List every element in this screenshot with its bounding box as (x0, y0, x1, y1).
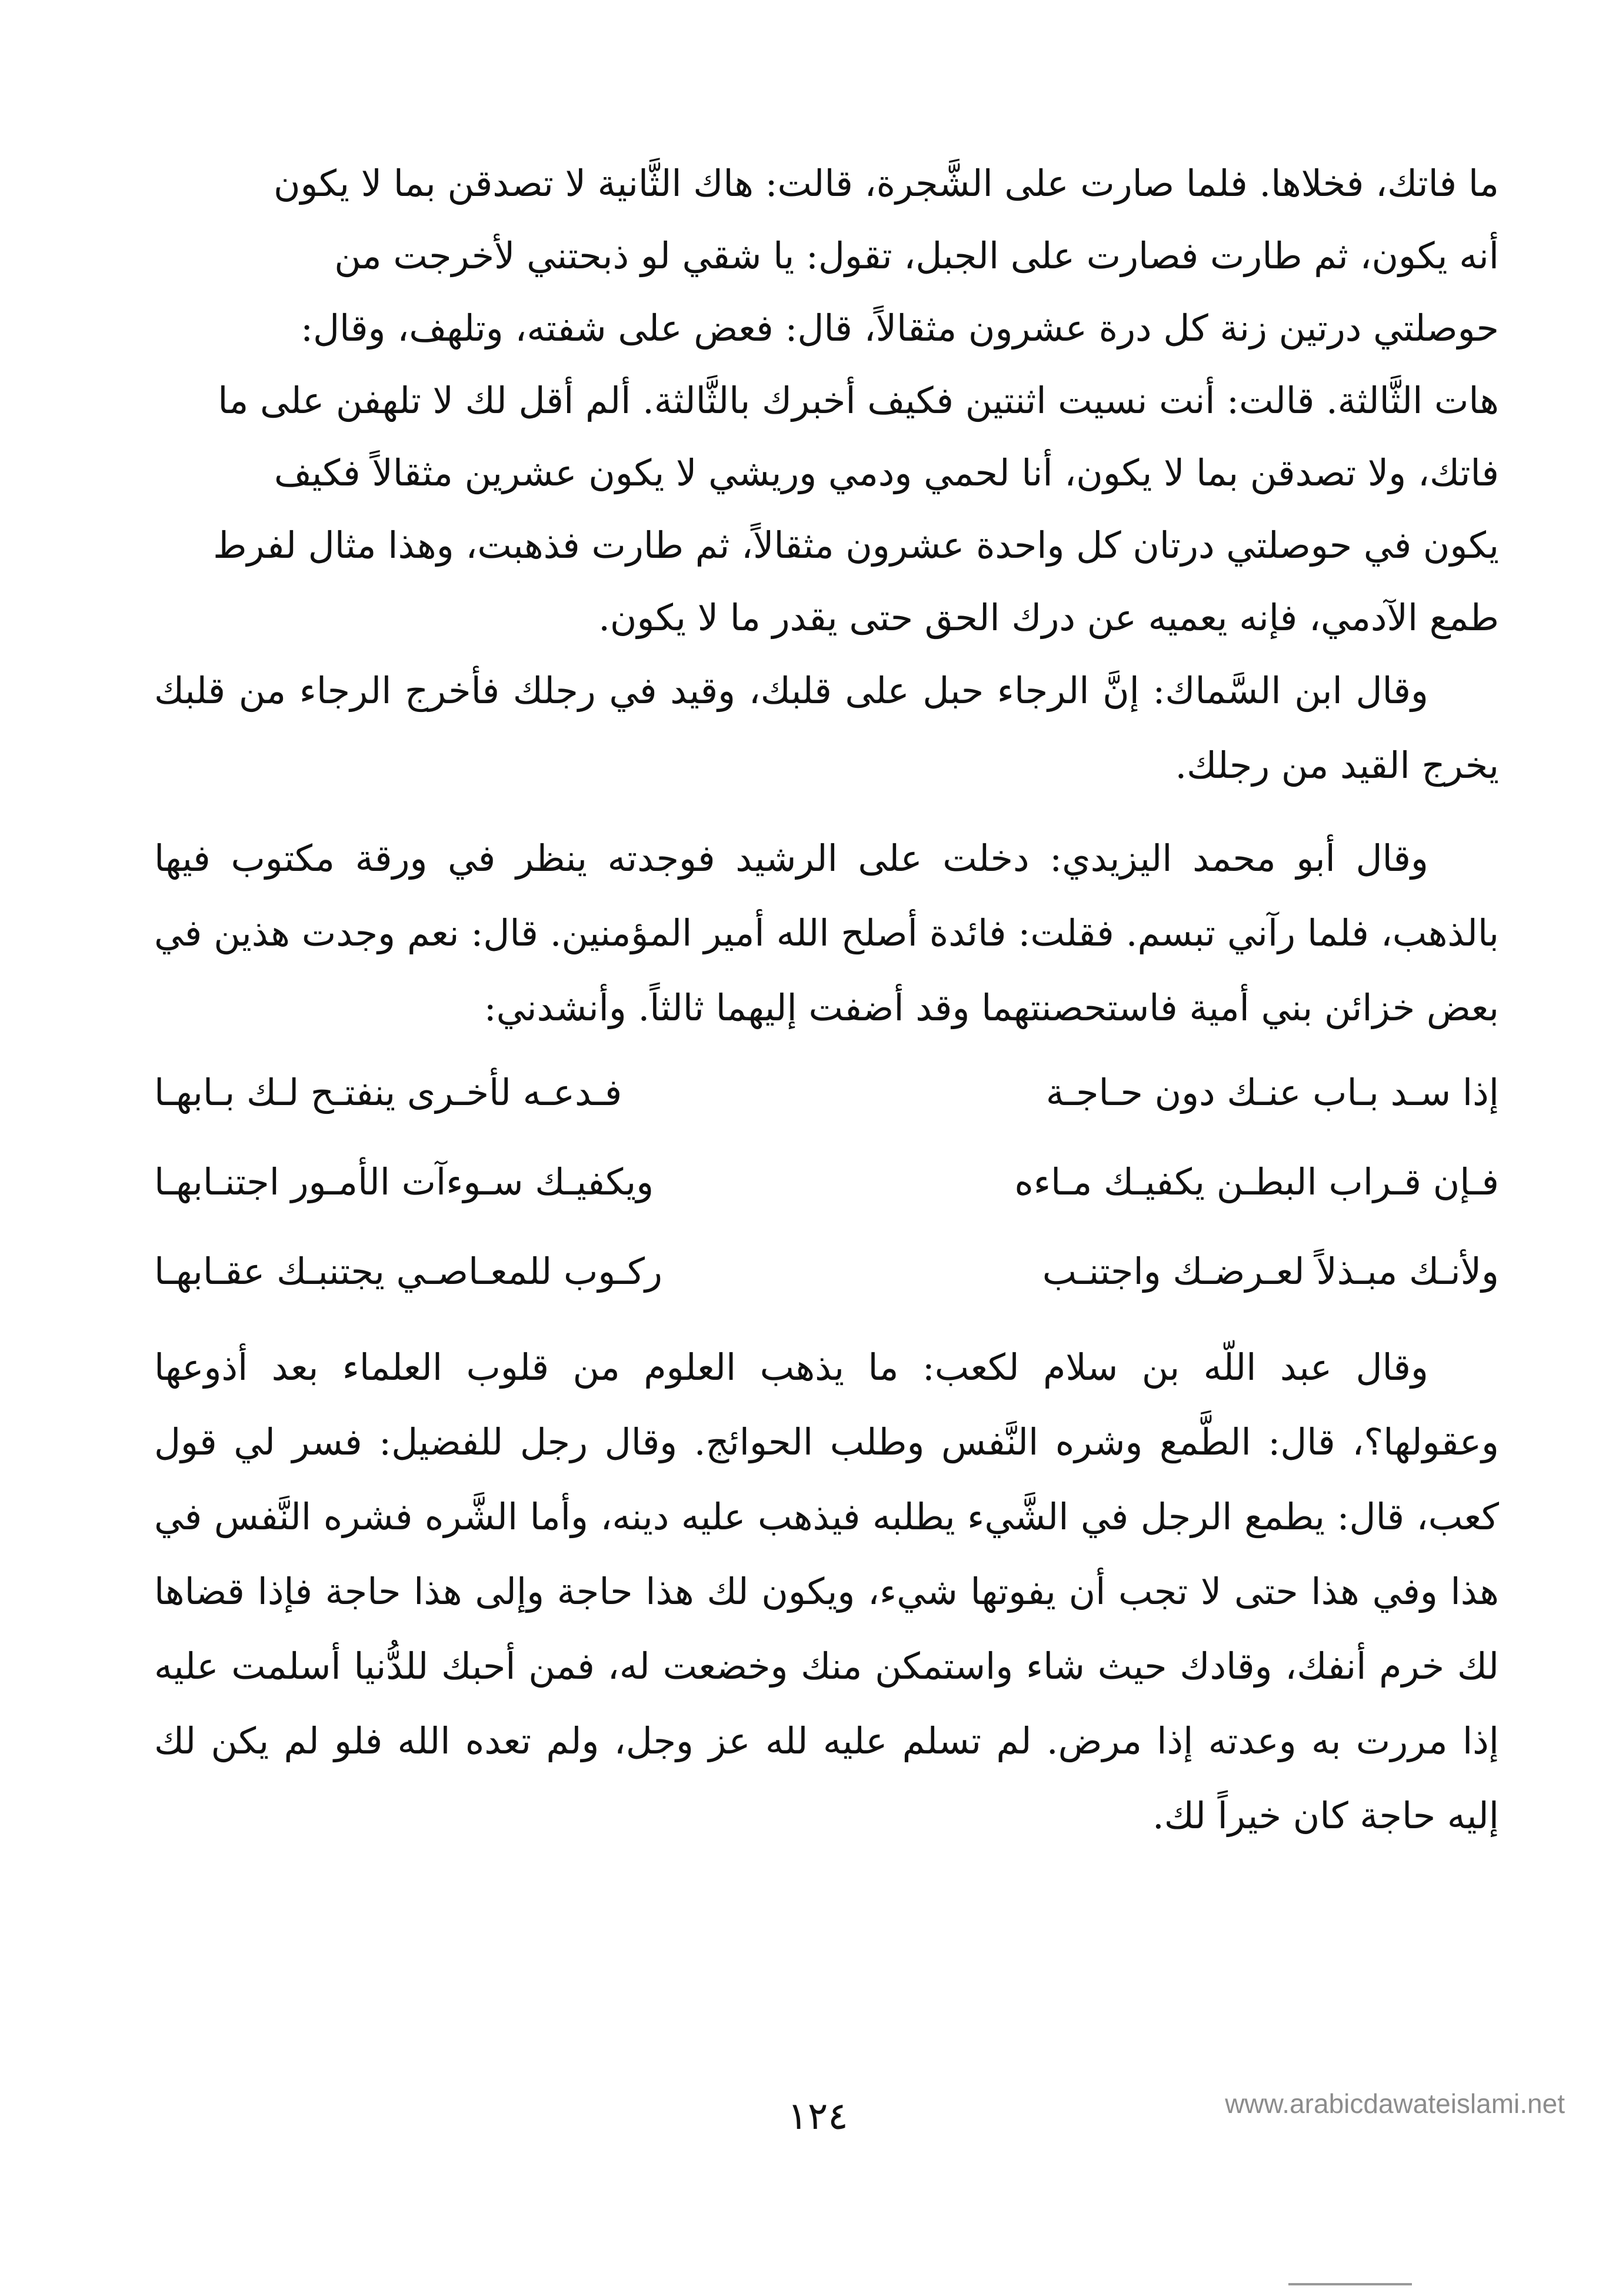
text-line: هات الثَّالثة. قالت: أنت نسيت اثنتين فكيف أخبرك بالثَّالثة. ألم أقل لك لا تلهفن على ما (218, 379, 1499, 422)
verse-first-hemistich: إذا سـد بـاب عنـك دون حـاجـة (1045, 1070, 1499, 1114)
verse-second-hemistich: فـدعـه لأخـرى ينفتـح لـك بـابهـا (154, 1070, 622, 1114)
verse-first-hemistich: فـإن قـراب البطـن يكفيـك مـاءه (1014, 1160, 1499, 1203)
text-line: فاتك، ولا تصدقن بما لا يكون، أنا لحمي ودمي وريشي لا يكون عشرين مثقالاً فكيف (274, 451, 1499, 494)
verse-second-hemistich: ويكفيـك سـوءآت الأمـور اجتنـابهـا (154, 1160, 654, 1203)
paragraph-text: وقال عبد اللّه بن سلام لكعب: ما يذهب العلوم من قلوب العلماء بعد أذوعها وعقولها؟، قال: الطَّمع وشره النَّفس وطلب الحوائج. وقال رجل للفضيل: فسر لي قول كعب، قال: يطمع الرجل في الشَّيء يطلبه فيذهب عليه دينه، وأما الشَّره فشره النَّفس في هذا وفي هذا حتى لا تجب أن يفوتها شيء، ويكون لك هذا حاجة وإلى هذا حاجة فإذا قضاها لك خرم أنفك، وقادك حيث شاء واستمكن منك وخضعت له، فمن أحبك للدُّنيا أسلمت عليه إذا مررت به وعدته إذا مرض. لم تسلم عليه لله عز وجل، ولم تعده الله فلو لم يكن لك إليه حاجة كان خيراً لك. (154, 1346, 1499, 1837)
paragraph-4 (154, 1330, 1499, 1853)
watermark: www.arabicdawateislami.net (1225, 2088, 1565, 2119)
text-line: أنه يكون، ثم طارت فصارت على الجبل، تقول: يا شقي لو ذبحتني لأخرجت من (334, 234, 1499, 277)
text-line: طمع الآدمي، فإنه يعميه عن درك الحق حتى يقدر ما لا يكون. (598, 596, 1499, 639)
text-line: حوصلتي درتين زنة كل درة عشرون مثقالاً، قال: فعض على شفته، وتلهف، وقال: (301, 307, 1499, 350)
verse-first-hemistich: ولأنـك مبـذلاً لعـرضـك واجتنـب (1042, 1249, 1499, 1293)
text-line: يكون في حوصلتي درتان كل واحدة عشرون مثقالاً، ثم طارت فذهبت، وهذا مثال لفرط (213, 524, 1499, 567)
paragraph-1 (154, 147, 1499, 654)
page-number: ١٢٤ (787, 2095, 848, 2138)
footer-rule (1288, 2283, 1412, 2285)
verse-second-hemistich: ركـوب للمعـاصـي يجتنبـك عقـابهـا (154, 1249, 662, 1293)
paragraph-text: وقال أبو محمد اليزيدي: دخلت على الرشيد فوجدته ينظر في ورقة مكتوب فيها بالذهب، فلما رآني تبسم. فقلت: فائدة أصلح الله أمير المؤمنين. قال: نعم وجدت هذين في بعض خزائن بني أمية فاستحصنتهما وقد أضفت إليهما ثالثاً. وأنشدني: (154, 837, 1499, 1029)
paragraph-2 (154, 653, 1499, 803)
poem-verse (154, 1047, 1499, 1137)
poem-verse (154, 1137, 1499, 1226)
poem (154, 1047, 1499, 1316)
poem-verse (154, 1226, 1499, 1316)
paragraph-3 (154, 821, 1499, 1045)
paragraph-text: وقال ابن السَّماك: إنَّ الرجاء حبل على قلبك، وقيد في رجلك فأخرج الرجاء من قلبك يخرج القيد من رجلك. (154, 669, 1499, 787)
text-line: ما فاتك، فخلاها. فلما صارت على الشَّجرة، قالت: هاك الثَّانية لا تصدقن بما لا يكون (273, 162, 1499, 205)
